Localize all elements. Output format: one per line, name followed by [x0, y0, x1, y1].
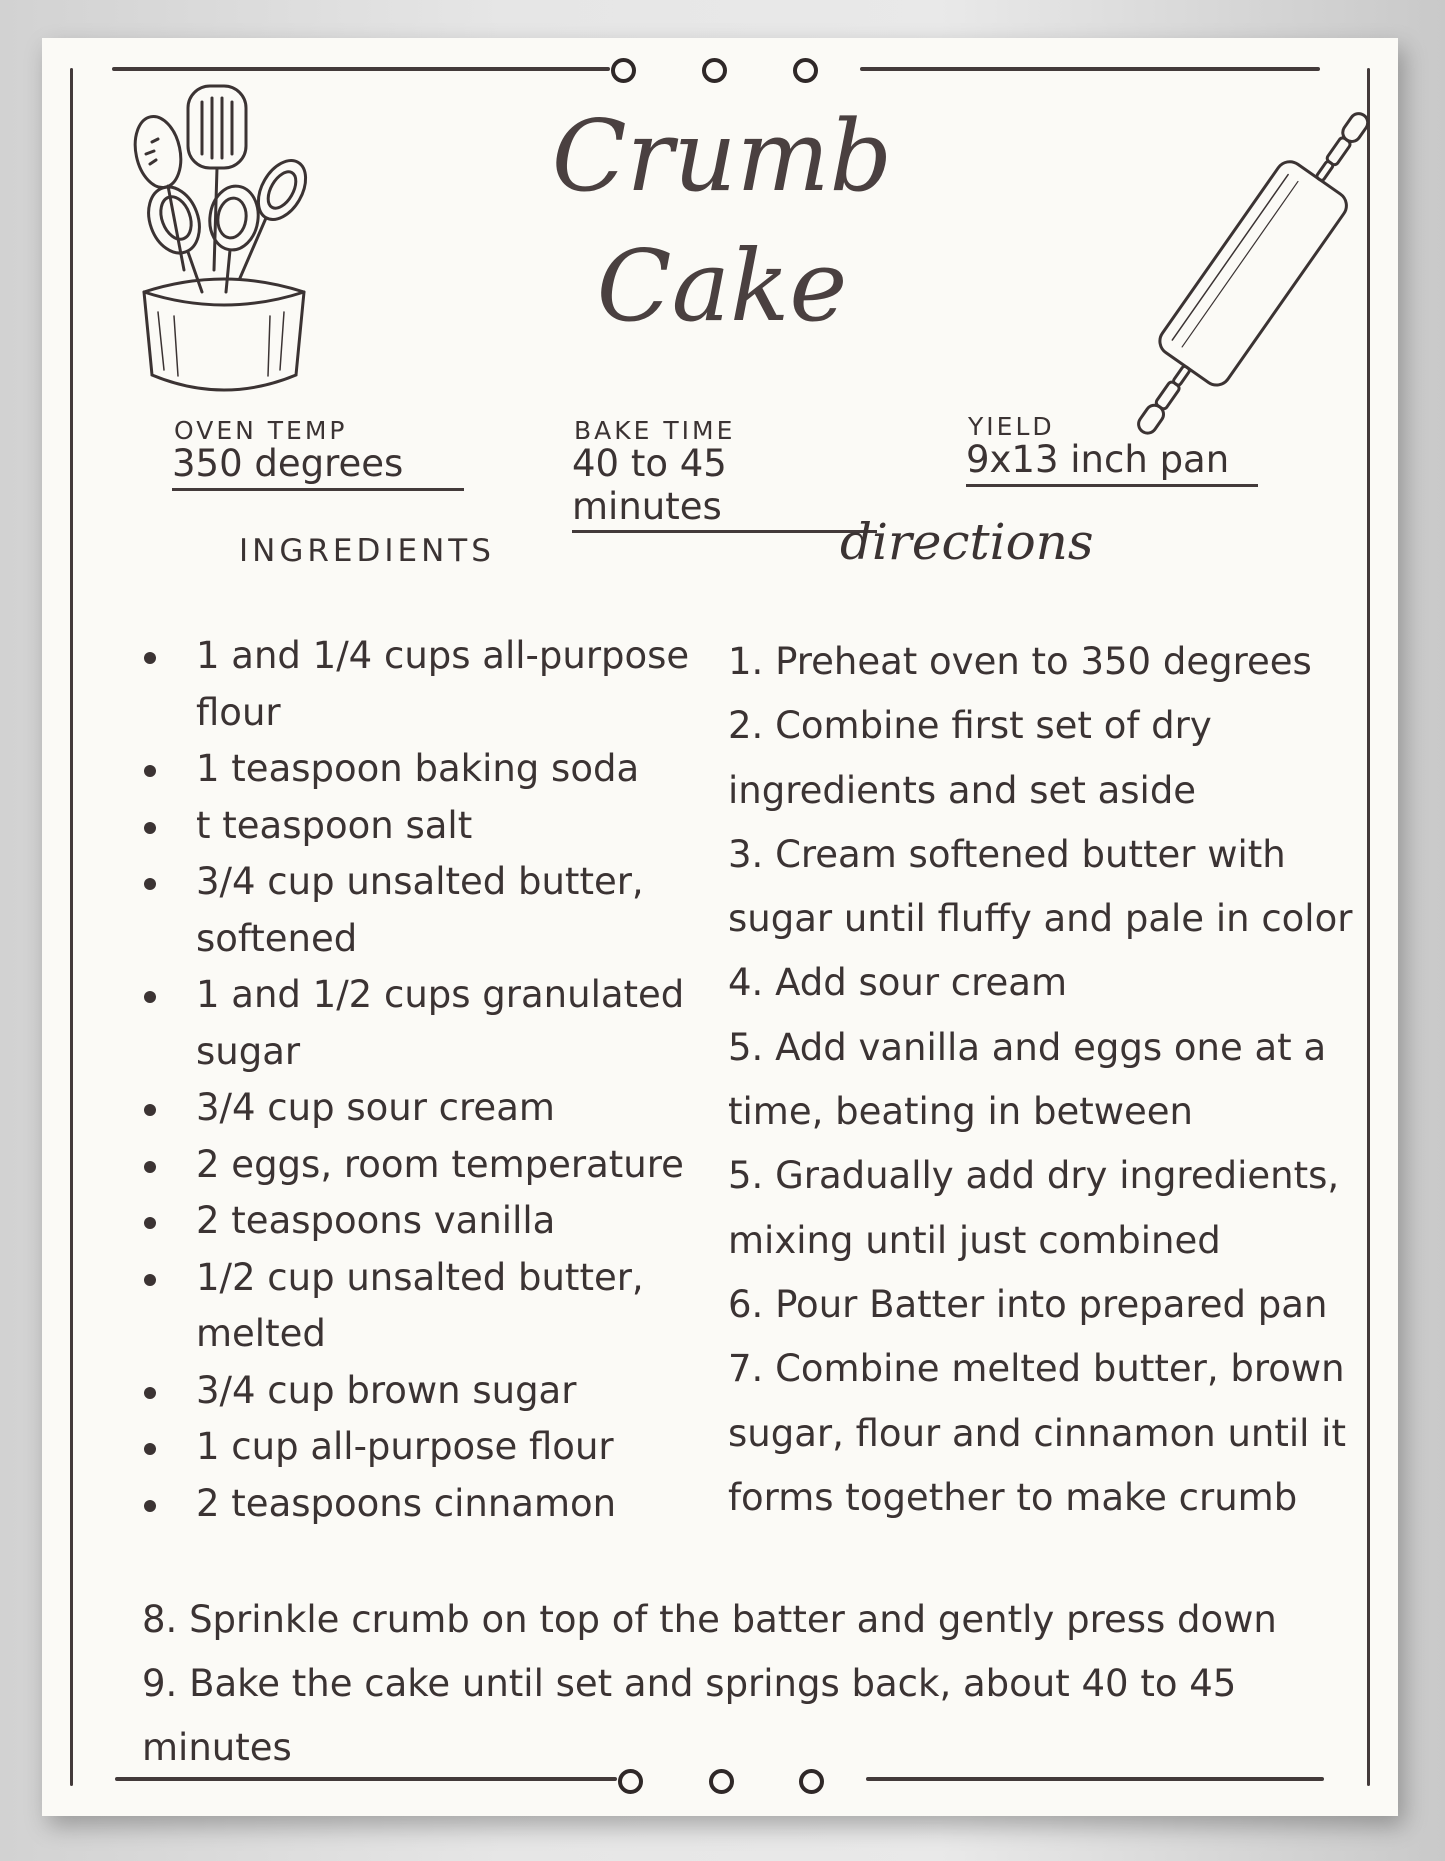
bake-time-value: 40 to 45 minutes [572, 443, 877, 533]
ingredient-text: 1 and 1/4 cups all-purpose flour [196, 634, 690, 734]
recipe-title-line2: Cake [596, 230, 848, 344]
direction-step: 3. Cream softened butter with sugar until fluffy and pale in color [728, 832, 1353, 941]
recipe-title-line1: Crumb [551, 100, 893, 214]
directions-heading: directions [840, 513, 1094, 571]
list-item [142, 798, 702, 855]
directions-list [728, 630, 1388, 1530]
direction-step: 8. Sprinkle crumb on top of the batter and gently press down [142, 1598, 1277, 1641]
ingredient-text: 3/4 cup brown sugar [196, 1368, 577, 1412]
ingredients-list [142, 628, 702, 1532]
left-border-line [70, 68, 73, 1786]
list-item [142, 1193, 702, 1250]
direction-step: 6. Pour Batter into prepared pan [728, 1282, 1328, 1326]
yield-value: 9x13 inch pan [966, 439, 1258, 487]
direction-step: 2. Combine first set of dry ingredients and set aside [728, 704, 1212, 812]
list-item [142, 1137, 702, 1194]
ingredient-text: 1/2 cup unsalted butter, melted [196, 1255, 644, 1355]
list-item [142, 741, 702, 798]
ingredient-text: 3/4 cup sour cream [196, 1086, 555, 1129]
direction-step: 5. Gradually add dry ingredients, mixing until just combined [728, 1154, 1340, 1262]
list-item [142, 1363, 702, 1420]
ingredient-text: 2 teaspoons vanilla [196, 1199, 556, 1242]
directions-list-continued [142, 1588, 1372, 1780]
oven-temp-value: 350 degrees [172, 443, 464, 491]
direction-step: 5. Add vanilla and eggs one at a time, beating in between [728, 1025, 1327, 1134]
ingredients-heading: INGREDIENTS [239, 533, 495, 569]
direction-step: 4. Add sour cream [728, 961, 1068, 1005]
direction-step: 7. Combine melted butter, brown sugar, flour and cinnamon until it forms together to make crumb [728, 1347, 1346, 1519]
list-item [142, 1476, 702, 1533]
utensil-jar-icon [122, 80, 322, 400]
recipe-card [42, 38, 1398, 1816]
rolling-pin-icon [1102, 80, 1402, 470]
ingredient-text: t teaspoon salt [196, 803, 473, 847]
direction-step: 9. Bake the cake until set and springs back, about 40 to 45 minutes [142, 1662, 1237, 1769]
oven-temp-label: OVEN TEMP [174, 416, 348, 445]
ingredient-text: 2 eggs, room temperature [196, 1142, 684, 1186]
list-item [142, 1419, 702, 1476]
list-item [142, 967, 702, 1080]
list-item [142, 1080, 702, 1137]
yield-label: YIELD [968, 412, 1055, 441]
list-item [142, 854, 702, 967]
ingredient-text: 1 cup all-purpose flour [196, 1425, 614, 1468]
ingredient-text: 1 teaspoon baking soda [196, 747, 640, 790]
direction-step: 1. Preheat oven to 350 degrees [728, 640, 1312, 683]
ingredient-text: 1 and 1/2 cups granulated sugar [196, 973, 685, 1073]
bake-time-label: BAKE TIME [574, 416, 736, 445]
ingredient-text: 3/4 cup unsalted butter, softened [196, 860, 644, 960]
list-item [142, 628, 702, 741]
ingredient-text: 2 teaspoons cinnamon [196, 1481, 617, 1525]
list-item [142, 1250, 702, 1363]
